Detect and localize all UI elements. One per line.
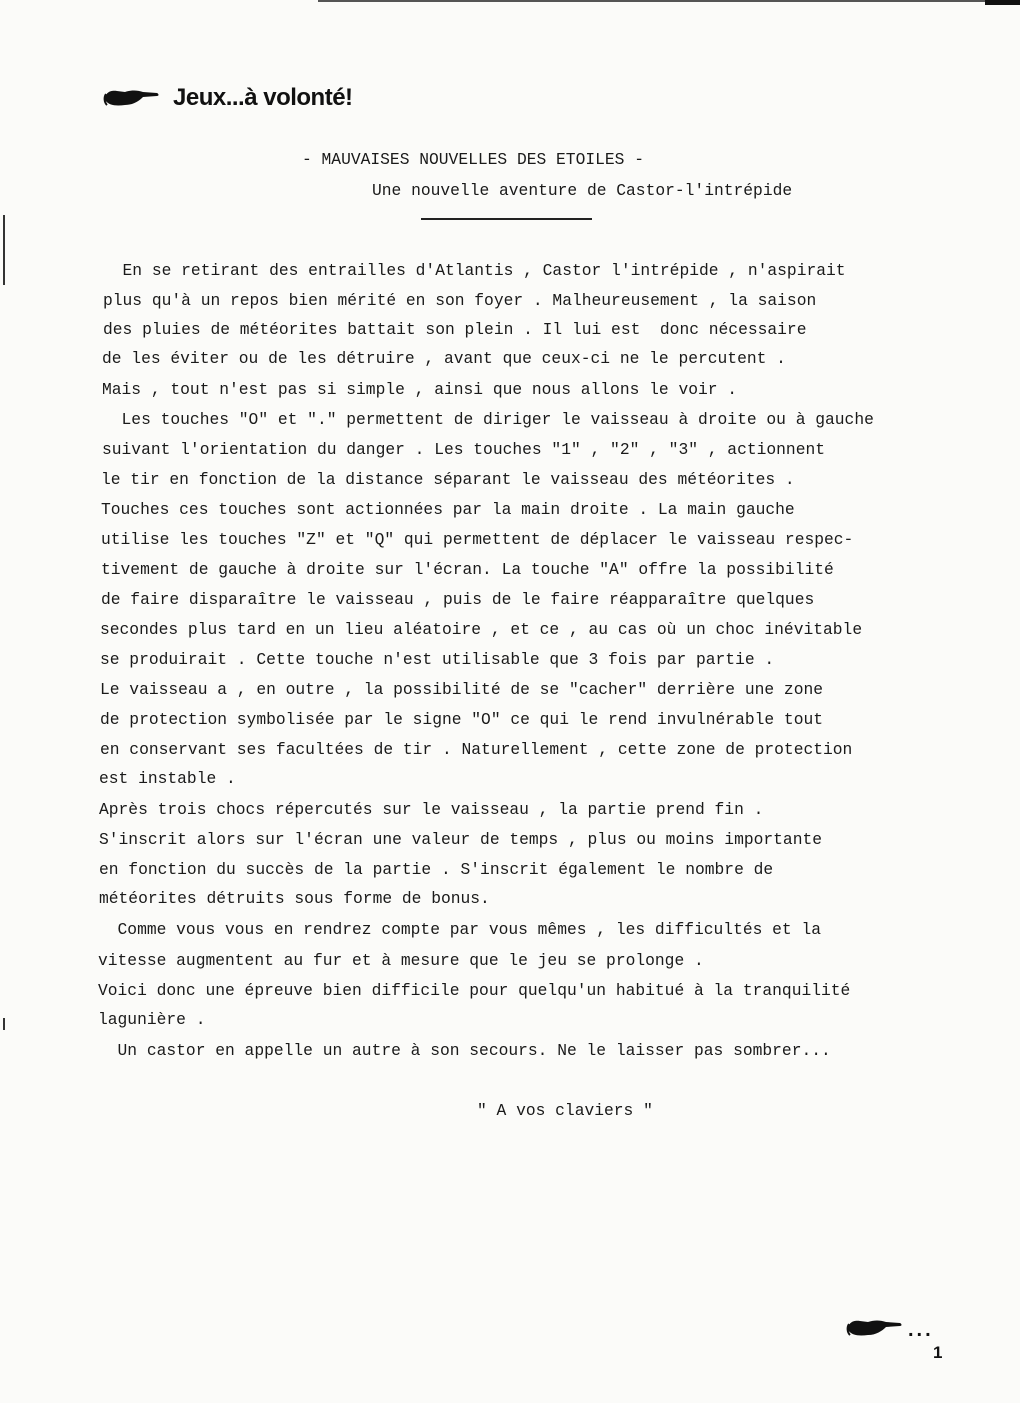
scan-left-edge-mark [3,1018,5,1030]
body-line: en conservant ses facultées de tir . Naturellement , cette zone de protection [100,740,853,759]
body-line: lagunière . [98,1010,206,1029]
body-line: plus qu'à un repos bien mérité en son foyer . Malheureusement , la saison [103,291,817,310]
body-line: Voici donc une épreuve bien difficile pour quelqu'un habitué à la tranquilité [98,981,851,1000]
article-subtitle: Une nouvelle aventure de Castor-l'intrépide [372,181,793,200]
pointing-hand-icon [103,86,159,110]
body-line: de les éviter ou de les détruire , avant que ceux-ci ne le percutent . [102,349,786,368]
body-line: est instable . [99,769,236,788]
body-line: Mais , tout n'est pas si simple , ainsi que nous allons le voir . [102,380,738,399]
body-line: le tir en fonction de la distance séparant le vaisseau des météorites . [101,470,795,489]
body-line: tivement de gauche à droite sur l'écran. La touche "A" offre la possibilité [101,560,834,579]
section-title: Jeux...à volonté! [173,84,353,111]
page-number: 1 [933,1343,943,1362]
body-line: En se retirant des entrailles d'Atlantis , Castor l'intrépide , n'aspirait [103,261,846,280]
body-line: suivant l'orientation du danger . Les touches "1" , "2" , "3" , actionnent [102,440,826,459]
body-line: vitesse augmentent au fur et à mesure que le jeu se prolonge . [98,951,704,970]
body-line: S'inscrit alors sur l'écran une valeur de temps , plus ou moins importante [99,830,823,849]
body-line: en fonction du succès de la partie . S'inscrit également le nombre de [99,860,774,879]
body-line: secondes plus tard en un lieu aléatoire , et ce , au cas où un choc inévitable [100,620,863,639]
scan-top-border [318,0,1020,2]
body-line: se produirait . Cette touche n'est utilisable que 3 fois par partie . [100,650,775,669]
body-line: de protection symbolisée par le signe "O" ce qui le rend invulnérable tout [100,710,824,729]
title-underline [421,218,592,220]
body-line: de faire disparaître le vaisseau , puis de le faire réapparaître quelques [101,590,815,609]
body-line: Après trois chocs répercutés sur le vaisseau , la partie prend fin . [99,800,764,819]
scan-left-edge-mark [3,215,5,285]
article-title: - MAUVAISES NOUVELLES DES ETOILES - [302,150,644,169]
body-line: utilise les touches "Z" et "Q" qui permettent de déplacer le vaisseau respec- [101,530,854,549]
continuation-marker [846,1316,934,1345]
body-line: Les touches "O" et "." permettent de diriger le vaisseau à droite ou à gauche [102,410,874,429]
body-line: Le vaisseau a , en outre , la possibilité de se "cacher" derrière une zone [100,680,824,699]
body-line: météorites détruits sous forme de bonus. [99,889,490,908]
scan-top-corner-mark [985,0,1020,5]
section-header [103,82,353,114]
signoff: " A vos claviers " [477,1101,653,1120]
body-line: Touches ces touches sont actionnées par la main droite . La main gauche [101,500,795,519]
pointing-hand-icon [846,1316,902,1345]
body-line: des pluies de météorites battait son plein . Il lui est donc nécessaire [103,320,807,339]
body-line: Comme vous vous en rendrez compte par vous mêmes , les difficultés et la [98,920,822,939]
continuation-dots: ... [908,1319,934,1341]
body-line: Un castor en appelle un autre à son secours. Ne le laisser pas sombrer... [98,1041,831,1060]
